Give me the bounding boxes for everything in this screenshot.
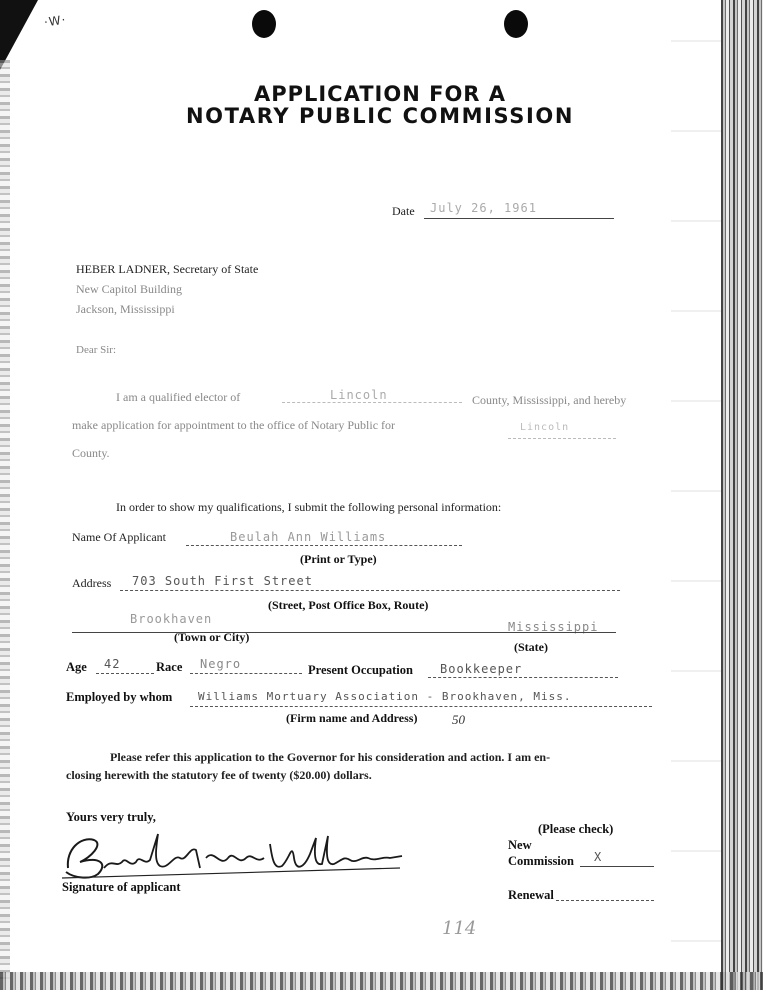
refer-line-2: closing herewith the statutory fee of twenty ($20.00) dollars. (66, 768, 372, 782)
handwritten-page-number: 114 (442, 918, 477, 939)
salutation: Dear Sir: (76, 344, 117, 356)
qualifications-text: In order to show my qualifications, I submit the following personal information: (116, 500, 502, 514)
address-caption: (Street, Post Office Box, Route) (268, 598, 429, 612)
intro-county2-line (508, 438, 616, 439)
form-title-line-2: NOTARY PUBLIC COMMISSION (185, 104, 575, 128)
new-commission-label-2: Commission (508, 854, 574, 868)
scan-right-shadow (671, 0, 721, 990)
occupation-line (428, 677, 618, 678)
new-commission-label-1: New (508, 838, 532, 852)
new-commission-check: X (594, 850, 603, 864)
occupation-label: Present Occupation (308, 663, 413, 677)
addressee-line-1: HEBER LADNER, Secretary of State (76, 262, 259, 276)
address-value: 703 South First Street (132, 574, 313, 588)
employer-value: Williams Mortuary Association - Brookhaven, Miss. (198, 690, 572, 703)
intro-county-line (282, 402, 462, 403)
city-caption: (Town or City) (174, 630, 250, 644)
age-line (96, 673, 154, 674)
address-line (120, 590, 620, 591)
intro-text-2: County, Mississippi, and hereby (472, 393, 627, 407)
race-line (190, 673, 302, 674)
closing-text: Yours very truly, (66, 810, 156, 824)
applicant-name-value: Beulah Ann Williams (230, 530, 387, 544)
employer-caption: (Firm name and Address) (286, 711, 418, 725)
intro-text-3: make application for appointment to the office of Notary Public for (72, 418, 396, 432)
city-state-line (72, 632, 616, 633)
employer-label: Employed by whom (66, 690, 173, 704)
date-label: Date (392, 204, 415, 218)
refer-line-1: Please refer this application to the Governor for his consideration and action. I am en- (110, 750, 551, 764)
renewal-label: Renewal (508, 888, 554, 902)
age-value: 42 (104, 657, 121, 671)
form-title-line-1: APPLICATION FOR A (253, 82, 507, 106)
race-value: Negro (200, 657, 242, 671)
date-line (424, 218, 614, 219)
addressee-line-2: New Capitol Building (76, 282, 182, 296)
addressee-line-3: Jackson, Mississippi (76, 302, 175, 316)
renewal-line (556, 900, 654, 901)
scan-bottom-edge (0, 972, 763, 990)
age-label: Age (66, 660, 87, 674)
new-commission-line (580, 866, 654, 867)
city-value: Brookhaven (130, 612, 213, 626)
address-label: Address (72, 576, 112, 590)
check-instruction: (Please check) (538, 822, 614, 836)
state-caption: (State) (514, 640, 548, 654)
corner-scribble: ·W· (43, 12, 68, 30)
applicant-signature (60, 828, 410, 884)
race-label: Race (156, 660, 183, 674)
intro-county2-value: Lincoln (520, 422, 570, 433)
state-value: Mississippi (508, 620, 599, 634)
employer-line (190, 706, 652, 707)
applicant-name-label: Name Of Applicant (72, 530, 166, 544)
intro-county-value: Lincoln (330, 388, 388, 402)
occupation-value: Bookkeeper (440, 662, 523, 676)
date-value: July 26, 1961 (430, 201, 537, 215)
signature-label: Signature of applicant (62, 880, 181, 894)
intro-text-4: County. (72, 446, 110, 460)
applicant-name-caption: (Print or Type) (300, 552, 377, 566)
scan-left-edge (0, 60, 10, 980)
punch-hole-right (504, 10, 528, 38)
intro-text-1: I am a qualified elector of (116, 390, 241, 404)
scan-right-edge (721, 0, 763, 990)
punch-hole-left (252, 10, 276, 38)
employer-note: 50 (452, 712, 465, 727)
applicant-name-line (186, 545, 462, 546)
